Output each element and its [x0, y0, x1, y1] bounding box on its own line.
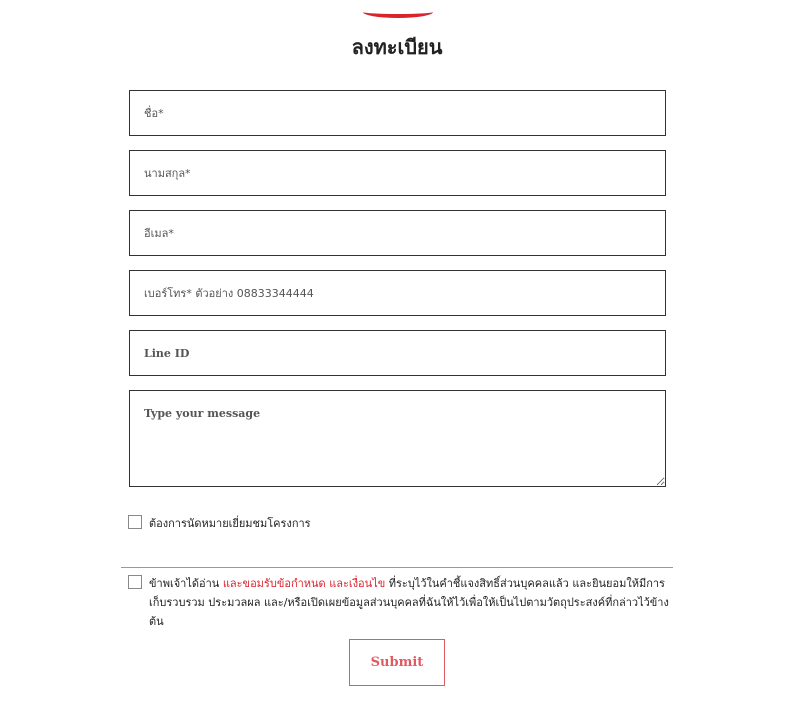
first-name-input[interactable] — [129, 90, 666, 136]
consent-checkbox[interactable] — [128, 575, 142, 589]
consent-text — [149, 574, 679, 631]
visit-checkbox[interactable] — [128, 515, 142, 529]
consent-suffix: ที่ระบุไว้ในคำชี้แจงสิทธิ์ส่วนบุคคลแล้ว และยินยอมให้มีการเก็บรวบรวม ประมวลผล และ/หรือเปิดเผยข้อมูลส่วนบุคคลที่ฉันให้ไว้เพื่อให้เป็นไปตามวัตถุประสงค์ที่กล่าวไว้ข้างต้น — [149, 577, 669, 628]
submit-button[interactable]: Submit — [349, 639, 445, 686]
consent-row — [128, 574, 679, 631]
terms-link[interactable]: และขอมรับข้อกำหนด และเงื่อนไข — [222, 577, 386, 590]
visit-checkbox-label: ต้องการนัดหมายเยี่ยมชมโครงการ — [149, 517, 311, 530]
phone-input[interactable] — [129, 270, 666, 316]
accent-underline — [363, 12, 433, 18]
line-id-input[interactable] — [129, 330, 666, 376]
page-title: ลงทะเบียน — [351, 35, 443, 59]
message-textarea[interactable] — [129, 390, 666, 487]
divider — [121, 567, 673, 568]
visit-option-row — [128, 514, 311, 533]
email-input[interactable] — [129, 210, 666, 256]
last-name-input[interactable] — [129, 150, 666, 196]
consent-prefix: ข้าพเจ้าได้อ่าน — [149, 577, 223, 590]
